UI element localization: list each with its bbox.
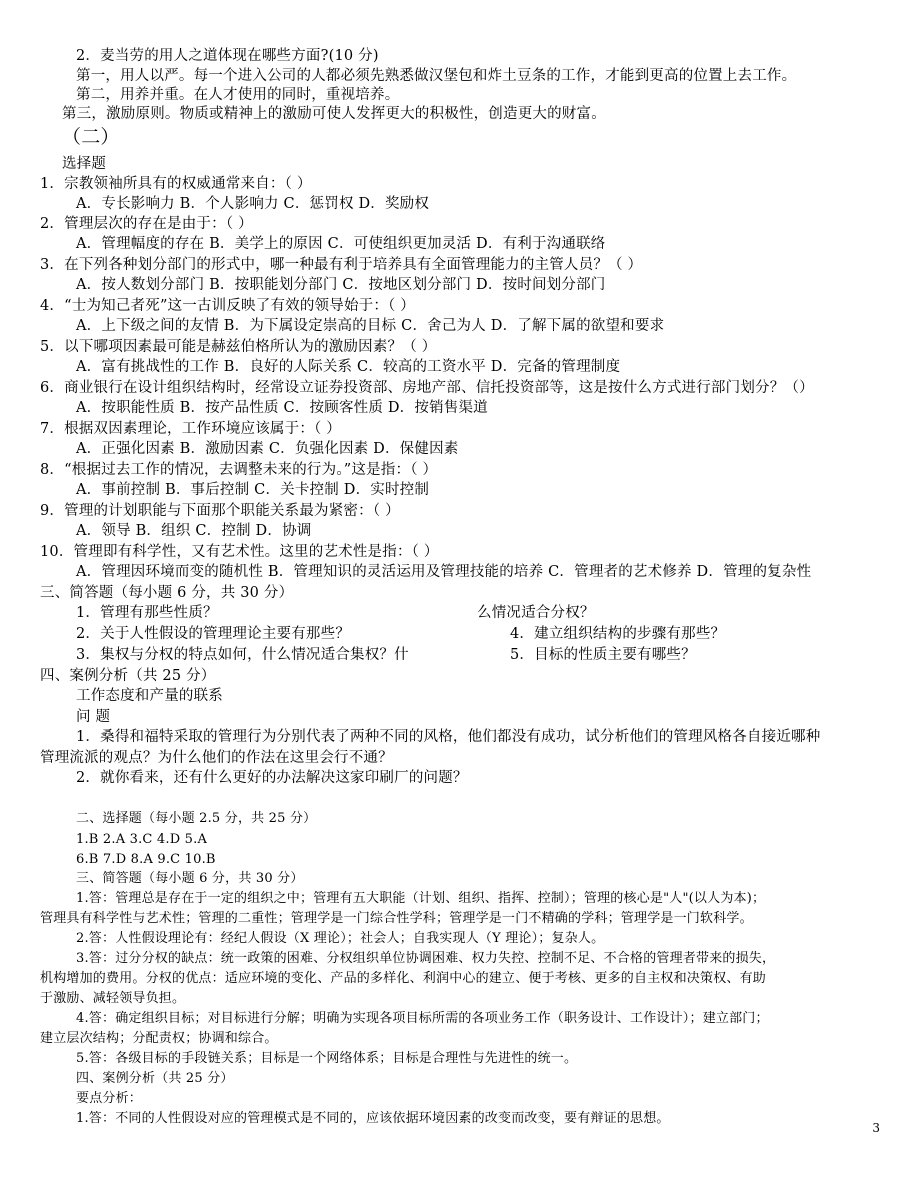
answer-s3-line-1: 3.答：过分分权的缺点：统一政策的困难、分权组织单位协调困难、权力失控、控制不足、不合格的管理者带来的损失， xyxy=(76,951,776,966)
choice-q3-options: A．按人数划分部门 B．按职能划分部门 C．按地区划分部门 D．按时间划分部门 xyxy=(76,277,606,293)
answers-case-title: 四、案例分析（共 25 分） xyxy=(76,1071,234,1086)
answer-line-1: 第一，用人以严。每一个进入公司的人都必须先熟悉做汉堡包和炸土豆条的工作，才能到更高的位置上去工作。 xyxy=(76,68,797,84)
choice-q4-options: A．上下级之间的友情 B．为下属设定崇高的目标 C．舍己为人 D．了解下属的欲望和要求 xyxy=(76,318,665,334)
answers-choice-row-2: 6.B 7.D 8.A 9.C 10.B xyxy=(76,852,216,867)
answer-s3-line-3: 于激励、减轻领导负担。 xyxy=(40,991,186,1006)
answers-choice-title: 二、选择题（每小题 2.5 分，共 25 分） xyxy=(76,811,317,826)
answers-key-points: 要点分析： xyxy=(76,1091,143,1106)
choice-q7-options: A．正强化因素 B．激励因素 C．负强化因素 D．保健因素 xyxy=(76,441,459,457)
short-q3: 3．集权与分权的特点如何，什么情况适合集权？什 xyxy=(76,647,409,663)
choice-q4: 4．“士为知己者死”这一古训反映了有效的领导始于：（ ） xyxy=(40,298,416,314)
choice-q5-options: A．富有挑战性的工作 B．良好的人际关系 C．较高的工资水平 D．完备的管理制度 xyxy=(76,359,621,375)
answer-s2: 2.答：人性假设理论有：经纪人假设（X 理论）；社会人；自我实现人（Y 理论）；复杂人。 xyxy=(76,931,605,946)
case-title: 四、案例分析（共 25 分） xyxy=(40,668,216,684)
short-q4: 4．建立组织结构的步骤有那些？ xyxy=(510,626,726,642)
answer-c1: 1.答：不同的人性假设对应的管理模式是不同的，应该依据环境因素的改变而改变，要有辩证的思想。 xyxy=(76,1111,670,1126)
answer-s4-line-2: 建立层次结构；分配责权；协调和综合。 xyxy=(40,1031,278,1046)
question-2: 2．麦当劳的用人之道体现在哪些方面?(10 分) xyxy=(76,48,379,64)
answer-s5: 5.答：各级目标的手段链关系；目标是一个网络体系；目标是合理性与先进性的统一。 xyxy=(76,1051,578,1066)
choice-q7: 7．根据双因素理论，工作环境应该属于：（ ） xyxy=(40,421,341,437)
choice-q5: 5．以下哪项因素最可能是赫兹伯格所认为的激励因素？（ ） xyxy=(40,339,437,355)
answer-s4-line-1: 4.答：确定组织目标；对目标进行分解；明确为实现各项目标所需的各项业务工作（职务设计、工作设计）；建立部门； xyxy=(76,1011,769,1026)
page-number: 3 xyxy=(872,1121,880,1135)
short-q5: 5．目标的性质主要有哪些？ xyxy=(510,647,696,663)
choice-q9: 9．管理的计划职能与下面那个职能关系最为紧密：（ ） xyxy=(40,503,400,519)
choice-q2: 2．管理层次的存在是由于：（ ） xyxy=(40,216,253,232)
short-q3-continued: 么情况适合分权？ xyxy=(477,605,595,621)
choice-q3: 3．在下列各种划分部门的形式中，哪一种最有利于培养具有全面管理能力的主管人员？（ ） xyxy=(40,257,643,273)
short-q2: 2．关于人性假设的管理理论主要有那些？ xyxy=(76,626,351,642)
answer-s3-line-2: 机构增加的费用。分权的优点：适应环境的变化、产品的多样化、利润中心的建立、便于考核、更多的自主权和决策权、有助 xyxy=(40,971,767,986)
answers-choice-row-1: 1.B 2.A 3.C 4.D 5.A xyxy=(76,832,208,847)
answers-short-title: 三、简答题（每小题 6 分，共 30 分） xyxy=(76,871,304,886)
answer-line-2: 第二，用养并重。在人才使用的同时，重视培养。 xyxy=(76,87,400,103)
choice-q6: 6．商业银行在设计组织结构时，经常设立证券投资部、房地产部、信托投资部等，这是按什么方式进行部门划分？（） xyxy=(40,380,814,396)
choice-q10: 10．管理即有科学性，又有艺术性。这里的艺术性是指：（ ） xyxy=(40,544,439,560)
section-heading: （二） xyxy=(62,126,120,148)
choice-q10-options: A．管理因环境而变的随机性 B．管理知识的灵活运用及管理技能的培养 C．管理者的艺术修养 D．管理的复杂性 xyxy=(76,564,812,580)
answer-s1-line-1: 1.答：管理总是存在于一定的组织之中；管理有五大职能（计划、组织、指挥、控制）；管理的核心是"人"(以人为本)； xyxy=(76,891,766,906)
choice-title: 选择题 xyxy=(62,156,107,172)
choice-q1: 1．宗教领袖所具有的权威通常来自：（ ） xyxy=(40,176,312,192)
case-questions-label: 问 题 xyxy=(76,709,111,725)
case-q2: 2．就你看来，还有什么更好的办法解决这家印刷厂的问题？ xyxy=(76,770,468,786)
choice-q1-options: A．专长影响力 B．个人影响力 C．惩罚权 D．奖励权 xyxy=(76,196,430,212)
case-q1-line-1: 1．桑得和福特采取的管理行为分别代表了两种不同的风格，他们都没有成功，试分析他们的管理风格各自接近哪种 xyxy=(76,729,821,745)
case-name: 工作态度和产量的联系 xyxy=(76,688,223,704)
choice-q6-options: A．按职能性质 B．按产品性质 C．按顾客性质 D．按销售渠道 xyxy=(76,400,488,416)
short-q1: 1．管理有那些性质？ xyxy=(76,605,218,621)
case-q1-line-2: 管理流派的观点？为什么他们的作法在这里会行不通？ xyxy=(40,750,393,766)
choice-q9-options: A．领导 B．组织 C．控制 D．协调 xyxy=(76,523,312,539)
answer-s1-line-2: 管理具有科学性与艺术性；管理的二重性；管理学是一门综合性学科；管理学是一门不精确的学科；管理学是一门软科学。 xyxy=(40,911,753,926)
choice-q2-options: A．管理幅度的存在 B．美学上的原因 C．可使组织更加灵活 D．有利于沟通联络 xyxy=(76,236,606,252)
short-answer-title: 三、简答题（每小题 6 分，共 30 分） xyxy=(40,585,294,601)
choice-q8-options: A．事前控制 B．事后控制 C．关卡控制 D．实时控制 xyxy=(76,482,430,498)
answer-line-3: 第三，激励原则。物质或精神上的激励可使人发挥更大的积极性，创造更大的财富。 xyxy=(62,106,606,122)
choice-q8: 8．“根据过去工作的情况，去调整未来的行为。”这是指：（ ） xyxy=(40,462,438,478)
